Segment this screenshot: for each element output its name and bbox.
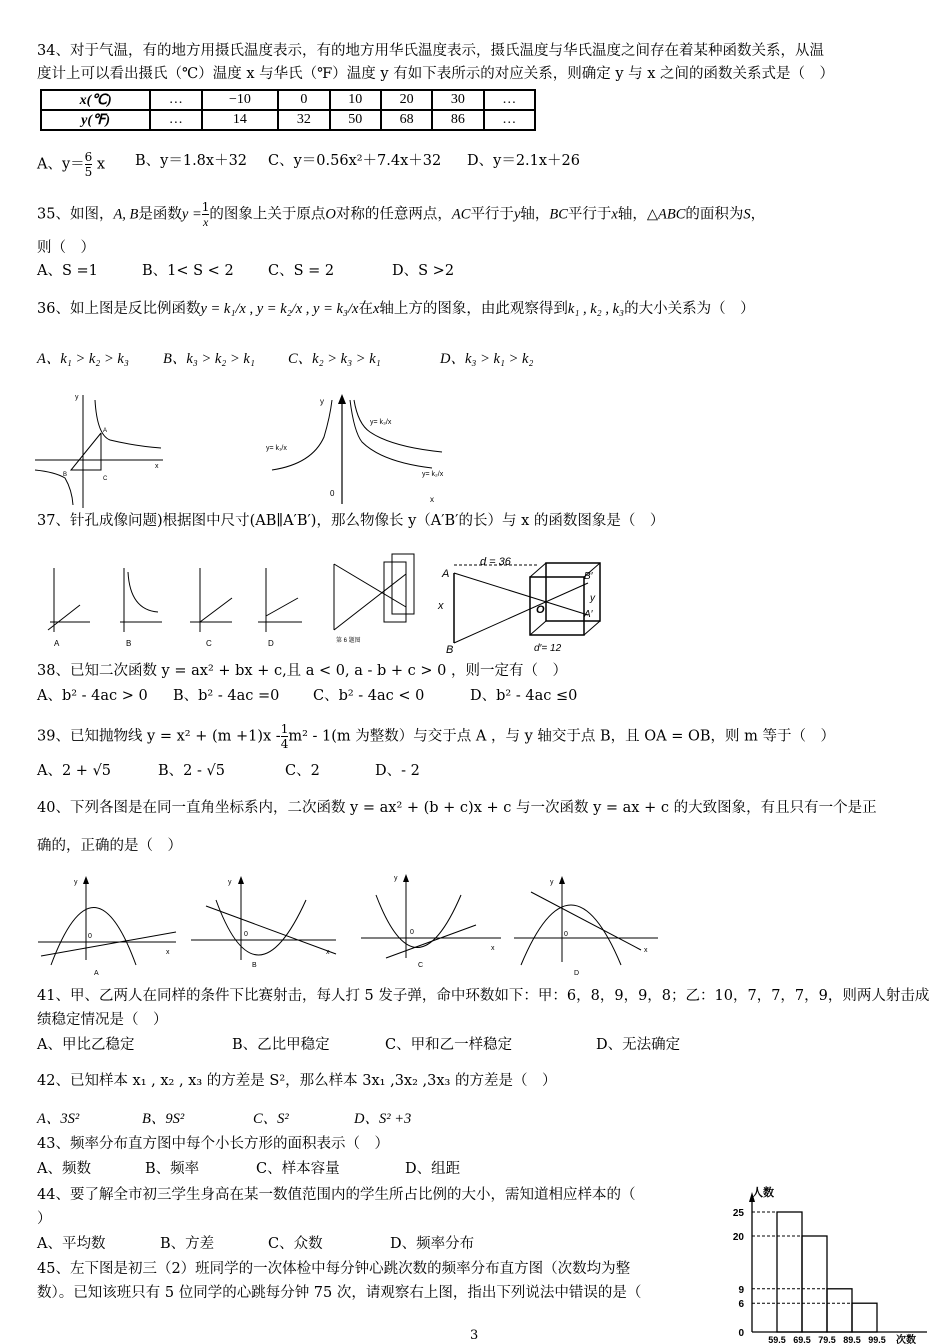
q37-large-figure <box>438 555 608 655</box>
parabola <box>216 900 306 955</box>
graph-label: C <box>206 639 212 648</box>
table-cell: 86 <box>432 110 483 130</box>
table-cell: y(℉) <box>41 110 150 130</box>
arrow-icon <box>238 876 244 884</box>
fraction-numerator: 1 <box>280 722 289 736</box>
fraction-numerator: 6 <box>84 150 93 164</box>
q35-option-a: A、S =1 <box>37 263 98 279</box>
graph-label: D <box>268 639 274 648</box>
fraction-denominator: 4 <box>280 737 289 751</box>
ray <box>454 583 588 643</box>
table-cell: … <box>150 90 201 110</box>
q39-option-a: A、2 + √5 <box>37 763 112 779</box>
graph-label: B <box>126 639 132 648</box>
parabola <box>521 905 621 965</box>
text: 轴上方的图象，由此观察得到 <box>379 301 568 317</box>
point-label: A′ <box>584 609 593 620</box>
q40-option-graphs <box>36 870 666 980</box>
axis-label-y: y <box>550 879 554 886</box>
graph-line <box>48 605 80 630</box>
q42-option-b: B、9S² <box>142 1111 185 1127</box>
x-tick-label: 69.5 <box>793 1335 811 1344</box>
table-cell: 10 <box>330 90 381 110</box>
graph-label: A <box>94 970 99 977</box>
table-cell: 32 <box>278 110 329 130</box>
graph-line <box>266 598 298 616</box>
page-number: 3 <box>470 1328 479 1343</box>
q36-option-b: B、k₃ > k₂ > k₁ <box>163 351 255 367</box>
curve-k2 <box>350 400 432 468</box>
table-cell: 30 <box>432 90 483 110</box>
table-cell: 68 <box>381 110 432 130</box>
q38-option-a: A、b² - 4ac > 0 <box>37 688 148 704</box>
y-tick-label: 25 <box>732 1208 744 1219</box>
axis-label-y: y <box>75 394 79 401</box>
origin-label: 0 <box>410 929 414 936</box>
linear-function <box>531 892 641 950</box>
dimension-label: d′= 12 <box>534 643 562 654</box>
text: k₁ , k₂ , k₃ <box>567 301 625 317</box>
curve-k1 <box>272 400 332 470</box>
text: ， <box>750 206 766 223</box>
q40-graph-b <box>191 876 336 969</box>
text: 平行于 <box>567 206 612 223</box>
curve-label-k1: y= k₁/x <box>266 445 287 452</box>
text: 39、已知抛物线 y = x² + (m +1)x - <box>37 728 281 745</box>
q43-option-d: D、组距 <box>405 1161 461 1177</box>
q35-option-c: C、S = 2 <box>268 263 335 279</box>
histogram-bar <box>852 1303 877 1332</box>
q34-option-a <box>37 150 105 179</box>
fraction-denominator: x <box>202 215 209 229</box>
q42-option-a: A、3S² <box>37 1111 80 1127</box>
q36-line1 <box>37 298 755 320</box>
text: y = k₁/x , y = k₂/x , y = k₃/x <box>200 301 359 317</box>
text: 的面积为 <box>685 206 744 223</box>
text: AC <box>451 206 471 223</box>
linear-function <box>206 906 336 954</box>
hyperbola-branch <box>35 470 73 505</box>
text: 是函数 <box>138 206 182 223</box>
q41-line2: 绩稳定情况是（ ） <box>37 1012 168 1028</box>
y-tick-label: 9 <box>738 1284 744 1296</box>
parabola <box>51 908 136 966</box>
q43-option-b: B、频率 <box>145 1161 200 1177</box>
linear-function <box>41 932 176 956</box>
histogram-bar <box>827 1289 852 1332</box>
q37-option-graphs <box>40 560 310 655</box>
arrow-icon <box>403 874 409 882</box>
text: BC <box>549 206 568 223</box>
q41-option-b: B、乙比甲稳定 <box>232 1037 330 1053</box>
q34-option-c: C、y＝0.56x²＋7.4x＋32 <box>268 153 442 169</box>
curve-label-k2: y= k₂/x <box>422 471 444 478</box>
histogram-bar <box>802 1236 827 1332</box>
q42-line1: 42、已知样本 x₁ , x₂ , x₃ 的方差是 S²，那么样本 3x₁ ,3x₂ ,3x₃ 的方差是（ ） <box>37 1073 557 1089</box>
q45-line1: 45、左下图是初三（2）班同学的一次体检中每分钟心跳次数的频率分布直方图（次数均为整 <box>37 1261 631 1277</box>
text: 轴， <box>520 206 550 223</box>
point-label: B <box>63 472 68 478</box>
q35-option-b: B、1< S < 2 <box>142 263 234 279</box>
ray <box>454 573 588 615</box>
x-tick-label: 99.5 <box>868 1335 886 1344</box>
table-cell: 14 <box>202 110 279 130</box>
x-tick-label: 89.5 <box>843 1335 861 1344</box>
q39-option-c: C、2 <box>285 763 320 779</box>
q35-figure <box>35 390 165 510</box>
q35-option-d: D、S >2 <box>392 263 455 279</box>
q44-line2: ） <box>37 1211 52 1227</box>
point-label: B′ <box>584 571 593 582</box>
axis-label-x: x <box>155 463 159 470</box>
point-label: C <box>103 476 108 482</box>
fraction-numerator: 1 <box>201 200 210 214</box>
table-cell: … <box>484 110 535 130</box>
q44-option-d: D、频率分布 <box>390 1236 475 1252</box>
q42-option-d: D、S² +3 <box>354 1111 412 1127</box>
text: 轴，△ <box>617 206 658 223</box>
q44-option-c: C、众数 <box>268 1236 323 1252</box>
dimension-label: y <box>590 593 595 604</box>
text: 平行于 <box>470 206 514 223</box>
camera-box <box>384 562 406 622</box>
fraction-denominator: 5 <box>84 165 93 179</box>
q40-graph-c <box>361 874 501 969</box>
x-tick-label: 79.5 <box>818 1335 836 1344</box>
graph-label: C <box>418 962 424 969</box>
q38-option-d: D、b² - 4ac ≤0 <box>470 688 578 704</box>
origin-label: 0 <box>244 931 248 938</box>
point-label: A <box>442 568 450 580</box>
q36-figure <box>262 392 462 507</box>
q43-option-c: C、样本容量 <box>256 1161 340 1177</box>
camera-edge <box>584 621 600 635</box>
text: 的大小关系为（ ） <box>624 301 755 317</box>
y-tick-label: 0 <box>738 1328 744 1339</box>
point-label: B <box>446 644 454 656</box>
text: x <box>611 206 618 223</box>
q45-line2: 数）。已知该班只有 5 位同学的心跳每分钟 75 次，请观察右上图，指出下列说法中错误的是（ <box>37 1285 642 1301</box>
q35-line1 <box>37 200 765 229</box>
q41-line1: 41、甲、乙两人在同样的条件下比赛射击，每人打 5 发子弹，命中环数如下：甲：6，8，9，9，8；乙：10，7，7，7，9，则两人射击成 <box>37 988 930 1004</box>
q34-option-d: D、y＝2.1x＋26 <box>467 153 581 169</box>
q44-line1: 44、要了解全市初三学生身高在某一数值范围内的学生所占比例的大小，需知道相应样本的（ <box>37 1187 636 1203</box>
dimension-label: x <box>438 600 444 612</box>
camera-edge <box>530 563 546 577</box>
axis-label-y: y <box>228 879 232 886</box>
table-cell: … <box>150 110 201 130</box>
q38-option-c: C、b² - 4ac < 0 <box>313 688 425 704</box>
q37-small-figure <box>322 552 432 652</box>
q40-line2: 确的，正确的是（ ） <box>37 838 182 854</box>
text: m² - 1(m 为整数）与交于点 A ，与 y 轴交于点 B，且 OA = OB，则 m 等于（ ） <box>288 728 835 745</box>
text: y <box>513 206 521 223</box>
text: y = <box>181 206 202 223</box>
axis-label-y: y <box>394 875 398 882</box>
point-label: A <box>103 428 108 434</box>
curve-label-k3: y= k₃/x <box>370 419 392 426</box>
q36-option-a: A、k₁ > k₂ > k₃ <box>37 351 129 367</box>
axis-label-x: x <box>166 949 170 956</box>
text: 36、如上图是反比例函数 <box>37 301 201 317</box>
text: A, B <box>113 206 139 223</box>
origin-label: 0 <box>330 489 335 498</box>
q44-option-b: B、方差 <box>160 1236 215 1252</box>
ray <box>334 564 406 607</box>
q40-graph-d <box>514 876 658 977</box>
option-a-prefix: A、y＝ <box>37 156 85 173</box>
graph-curve <box>128 572 158 612</box>
q44-option-a: A、平均数 <box>37 1236 106 1252</box>
option-a-suffix: x <box>96 156 106 173</box>
linear-function <box>386 925 476 958</box>
q34-line1: 34、对于气温，有的地方用摄氏温度表示，有的地方用华氏温度表示，摄氏温度与华氏温度之间存在着某种函数关系，从温 <box>37 43 824 59</box>
text: 的图象上关于原点 <box>209 206 326 223</box>
arrow-icon <box>338 394 346 404</box>
curve-k3 <box>354 400 442 452</box>
text: S <box>743 206 751 223</box>
graph-line <box>200 598 232 622</box>
q40-graph-a <box>38 876 176 977</box>
dimension-label: d = 36 <box>480 556 511 568</box>
parabola <box>376 895 461 948</box>
axis-label-x: x <box>644 947 648 954</box>
axis-label-y: y <box>74 879 78 886</box>
figure-caption: 第 6 题图 <box>336 638 361 644</box>
q34-table <box>40 89 536 131</box>
graph-label: B <box>252 962 257 969</box>
y-tick-label: 20 <box>732 1232 744 1243</box>
q41-option-a: A、甲比乙稳定 <box>37 1037 135 1053</box>
q38-option-b: B、b² - 4ac =0 <box>173 688 280 704</box>
q41-option-d: D、无法确定 <box>596 1037 681 1053</box>
text: O <box>325 206 336 223</box>
fraction <box>85 150 93 179</box>
q40-line1: 40、下列各图是在同一直角坐标系内，二次函数 y = ax² + (b + c)x + c 与一次函数 y = ax + c 的大致图象，有且只有一个是正 <box>37 800 877 816</box>
axis-label-x: x <box>430 495 434 504</box>
y-axis-label: 人数 <box>752 1187 774 1199</box>
table-cell: −10 <box>202 90 279 110</box>
table-row <box>41 110 535 130</box>
origin-label: 0 <box>564 931 568 938</box>
arrow-icon <box>83 876 89 884</box>
text: ABC <box>658 206 686 223</box>
y-tick-label: 6 <box>738 1299 744 1311</box>
table-cell: 20 <box>381 90 432 110</box>
table-cell: x(℃) <box>41 90 150 110</box>
q41-option-c: C、甲和乙一样稳定 <box>385 1037 513 1053</box>
axis-label-x: x <box>326 949 330 956</box>
text: x <box>372 301 380 317</box>
axis-label-y: y <box>320 397 324 406</box>
q38-line1: 38、已知二次函数 y = ax² + bx + c,且 a < 0, a - b + c > 0 ，则一定有（ ） <box>37 663 567 679</box>
q34-line2: 度计上可以看出摄氏（℃）温度 x 与华氏（℉）温度 y 有如下表所示的对应关系，则确定 y 与 x 之间的函数关系式是（ ） <box>37 66 835 82</box>
arrow-icon <box>559 876 565 884</box>
q39-option-d: D、- 2 <box>375 763 420 779</box>
x-axis-label: 次数 <box>896 1335 916 1344</box>
text: 35、如图， <box>37 206 114 223</box>
q37-line1: 37、针孔成像问题)根据图中尺寸(AB∥A′B′)，那么物像长 y（A′B′的长）与 x 的函数图象是（ ） <box>37 513 665 529</box>
q34-option-b: B、y＝1.8x＋32 <box>135 153 248 169</box>
graph-label: A <box>54 639 60 648</box>
hyperbola-branch <box>95 400 161 448</box>
table-cell: … <box>484 90 535 110</box>
table-cell: 0 <box>278 90 329 110</box>
graph-label: D <box>574 970 580 977</box>
q36-option-d: D、k₃ > k₁ > k₂ <box>440 351 534 367</box>
q43-line1: 43、频率分布直方图中每个小长方形的面积表示（ ） <box>37 1136 389 1152</box>
text: 对称的任意两点， <box>335 206 452 223</box>
triangle-abc <box>71 433 101 470</box>
text: 在 <box>358 301 373 317</box>
q36-option-c: C、k₂ > k₃ > k₁ <box>288 351 381 367</box>
heart-rate-histogram <box>722 1186 932 1344</box>
q39-option-b: B、2 - √5 <box>158 763 225 779</box>
q42-option-c: C、S² <box>253 1111 289 1127</box>
point-label: O <box>536 604 545 616</box>
table-row <box>41 90 535 110</box>
q43-option-a: A、频数 <box>37 1161 91 1177</box>
camera-edge <box>530 621 546 635</box>
axis-label-x: x <box>491 945 495 952</box>
histogram-bar <box>777 1212 802 1332</box>
q35-line2: 则（ ） <box>37 240 95 256</box>
q39-line1 <box>37 722 835 751</box>
table-cell: 50 <box>330 110 381 130</box>
x-tick-label: 59.5 <box>768 1335 786 1344</box>
origin-label: 0 <box>88 933 92 940</box>
